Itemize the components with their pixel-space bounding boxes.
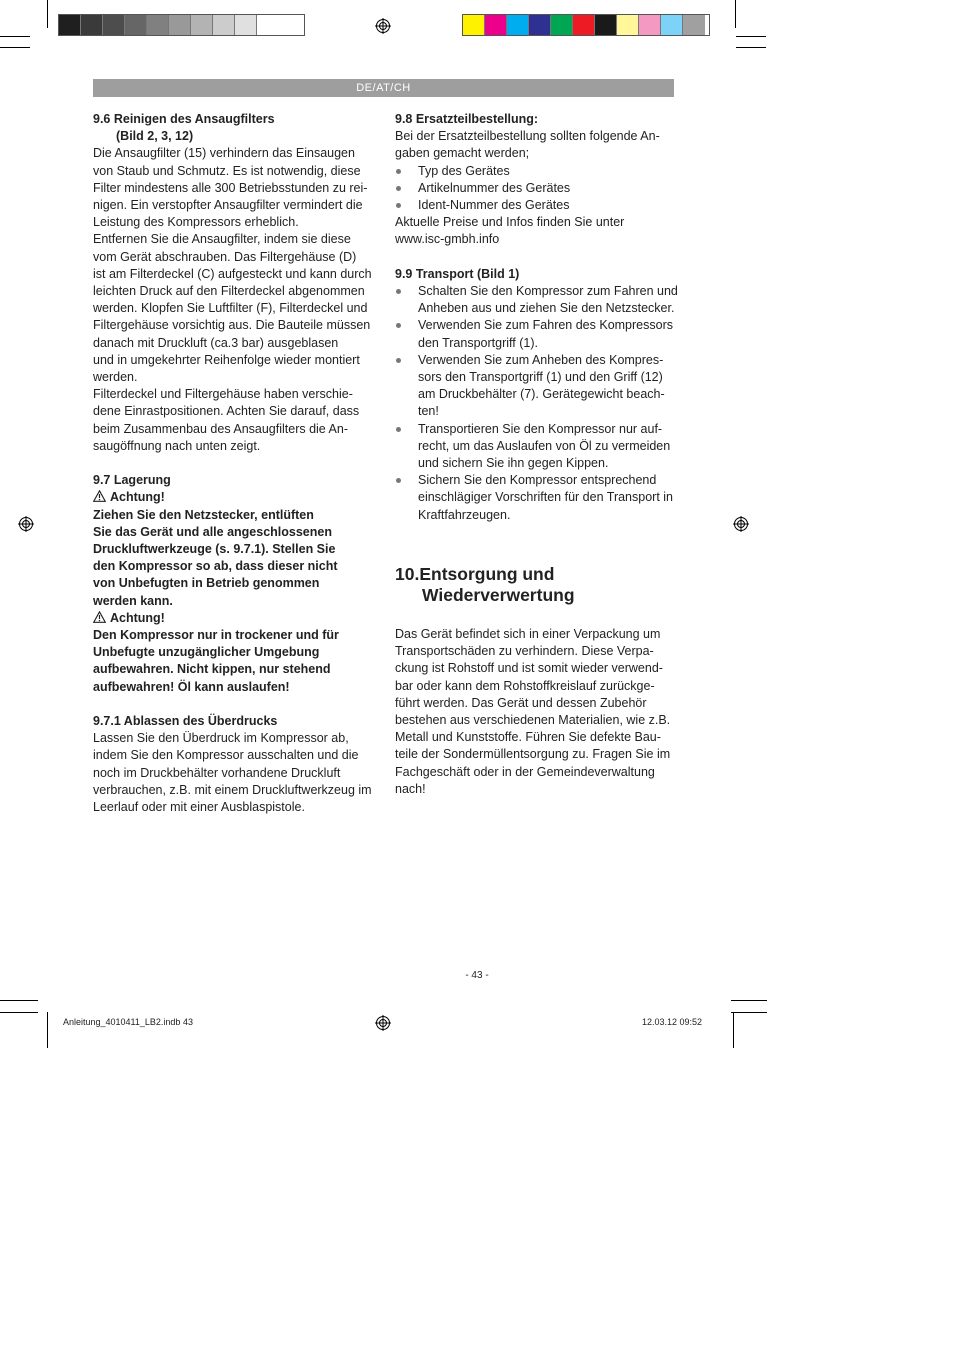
text-line: von Unbefugten in Betrieb genommen: [93, 576, 320, 591]
color-swatch: [125, 15, 147, 35]
list-item: Ident-Nummer des Gerätes: [395, 197, 685, 214]
text-line: indem Sie den Kompressor ausschalten und die: [93, 748, 359, 763]
text-line: und sichern Sie ihn gegen Kippen.: [418, 456, 609, 471]
color-swatch: [257, 15, 279, 35]
crop-mark: [731, 1000, 767, 1001]
section-9-8-title: 9.8 Ersatzteilbestellung:: [395, 112, 539, 126]
right-column: [395, 111, 685, 524]
text-line: Entfernen Sie die Ansaugfilter, indem sie diese: [93, 232, 351, 247]
section-10-title: 10.Entsorgung und Wiederverwertung: [395, 564, 575, 605]
text-line: recht, um das Auslaufen von Öl zu vermeiden: [418, 438, 671, 453]
section-10-paragraph: [395, 626, 685, 798]
transport-list: [395, 283, 685, 524]
crop-mark: [736, 36, 766, 37]
section-9-9-title: 9.9 Transport (Bild 1): [395, 266, 520, 281]
text-line: Druckluftwerkzeuge (s. 9.7.1). Stellen Sie: [93, 542, 336, 557]
text-line: und in umgekehrter Reihenfolge wieder montiert: [93, 352, 360, 367]
warning-text-1: [93, 507, 383, 610]
color-swatch: [235, 15, 257, 35]
footer-file-info: Anleitung_4010411_LB2.indb 43: [63, 1017, 193, 1027]
text-line: teile der Sondermüllentsorgung zu. Fragen Sie im: [395, 747, 671, 762]
left-column: [93, 111, 383, 816]
text-line: Filtergehäuse vorsichtig aus. Die Bauteile müssen: [93, 318, 371, 333]
color-swatch: [213, 15, 235, 35]
language-header-bar: DE/AT/CH: [93, 79, 674, 97]
text-line: werden.: [93, 370, 138, 385]
text-line: saugöffnung nach unten zeigt.: [93, 438, 261, 453]
color-swatch: [639, 15, 661, 35]
list-item: Artikelnummer des Gerätes: [395, 180, 685, 197]
color-swatch: [147, 15, 169, 35]
crop-mark: [736, 47, 766, 48]
text-line: Sichern Sie den Kompressor entsprechend: [418, 473, 657, 488]
text-line: Verwenden Sie zum Fahren des Kompressors: [418, 318, 673, 333]
list-item: Typ des Gerätes: [395, 163, 685, 180]
section-9-6-paragraph-2: [93, 231, 383, 386]
text-line: Schalten Sie den Kompressor zum Fahren und: [418, 284, 678, 299]
text-line: werden. Klopfen Sie Luftfilter (F), Filterdeckel und: [93, 301, 368, 316]
section-9-7-1-title: 9.7.1 Ablassen des Überdrucks: [93, 714, 278, 729]
color-swatch: [59, 15, 81, 35]
section-9-7-title: 9.7 Lagerung: [93, 473, 171, 488]
text-line: nigen. Ein verstopfter Ansaugfilter vermindert die: [93, 198, 363, 213]
registration-mark-icon: [18, 516, 34, 532]
warning-text-2: [93, 627, 383, 696]
color-swatch: [169, 15, 191, 35]
text-line: Das Gerät befindet sich in einer Verpackung um: [395, 627, 661, 641]
text-line: verbrauchen, z.B. mit einem Druckluftwerkzeug im: [93, 782, 372, 797]
text-line: Filter mindestens alle 300 Betriebsstunden zu rei-: [93, 180, 368, 195]
text-line: Ziehen Sie den Netzstecker, entlüften: [93, 507, 314, 522]
text-line: gaben gemacht werden;: [395, 146, 530, 161]
footer-date: 12.03.12 09:52: [642, 1017, 703, 1027]
list-item: [395, 472, 685, 524]
text-line: leichten Druck auf den Filterdeckel abgenommen: [93, 284, 365, 299]
crop-mark: [47, 0, 48, 28]
crop-mark: [0, 1012, 38, 1013]
text-line: ist am Filterdeckel (C) aufgesteckt und kann durch: [93, 266, 372, 281]
text-line: nach!: [395, 781, 426, 796]
color-swatch: [507, 15, 529, 35]
crop-mark: [735, 0, 736, 28]
text-line: beim Zusammenbau des Ansaugfilters die An-: [93, 421, 348, 436]
color-swatch: [81, 15, 103, 35]
color-swatch: [191, 15, 213, 35]
text-line: den Kompressor so ab, dass dieser nicht: [93, 559, 338, 574]
text-line: www.isc-gmbh.info: [395, 232, 500, 247]
text-line: vom Gerät abschrauben. Das Filtergehäuse (D): [93, 249, 357, 264]
color-swatch: [683, 15, 705, 35]
section-9-7-1-paragraph: [93, 730, 383, 816]
text-line: danach mit Druckluft (ca.3 bar) ausgeblasen: [93, 335, 339, 350]
section-9-8-intro: [395, 128, 685, 162]
section-9-8-outro: [395, 214, 685, 248]
text-line: Filterdeckel und Filtergehäuse haben verschie-: [93, 387, 353, 402]
crop-mark: [733, 1012, 734, 1048]
text-line: bar oder kann dem Rohstoffkreislauf zurückge-: [395, 678, 655, 693]
color-swatch: [529, 15, 551, 35]
text-line: ckung ist Rohstoff und ist somit wieder verwend-: [395, 661, 663, 676]
text-line: am Druckbehälter (7). Gerätegewicht beach-: [418, 387, 665, 402]
color-swatch: [573, 15, 595, 35]
warning-heading: Achtung!: [93, 489, 383, 506]
color-swatch: [463, 15, 485, 35]
crop-mark: [0, 36, 30, 37]
text-line: Sie das Gerät und alle angeschlossenen: [93, 524, 332, 539]
color-swatch: [485, 15, 507, 35]
crop-mark: [47, 1012, 48, 1048]
text-line: Kraftfahrzeugen.: [418, 507, 511, 522]
color-swatch: [661, 15, 683, 35]
color-swatch: [551, 15, 573, 35]
registration-mark-icon: [375, 18, 391, 34]
registration-mark-icon: [733, 516, 749, 532]
grayscale-color-bar: [58, 14, 305, 36]
color-swatch: [595, 15, 617, 35]
crop-mark: [731, 1012, 767, 1013]
text-line: Transportieren Sie den Kompressor nur auf-: [418, 421, 663, 436]
text-line: aufbewahren. Nicht kippen, nur stehend: [93, 662, 331, 677]
section-10: [395, 564, 685, 798]
text-line: Verwenden Sie zum Anheben des Kompres-: [418, 352, 664, 367]
text-line: bestehen aus verschiedenen Materialien, wie z.B.: [395, 713, 671, 728]
list-item: [395, 317, 685, 351]
text-line: Anheben aus und ziehen Sie den Netzstecker.: [418, 301, 675, 316]
text-line: werden kann.: [93, 593, 173, 608]
list-item: [395, 352, 685, 421]
section-9-6-paragraph-1: [93, 145, 383, 231]
registration-mark-icon: [375, 1015, 391, 1031]
warning-heading: Achtung!: [93, 610, 383, 627]
text-line: noch im Druckbehälter vorhandene Druckluft: [93, 765, 341, 780]
text-line: Transportschäden zu verhindern. Diese Verpa-: [395, 644, 654, 659]
list-item: [395, 283, 685, 317]
list-item: [395, 421, 685, 473]
text-line: Metall und Kunststoffe. Führen Sie defekte Bau-: [395, 730, 661, 745]
page-number: - 43 -: [465, 970, 489, 981]
text-line: führt werden. Das Gerät und dessen Zubehör: [395, 695, 647, 710]
crop-mark: [0, 1000, 38, 1001]
section-9-6-paragraph-3: [93, 386, 383, 455]
text-line: Leistung des Kompressors erheblich.: [93, 215, 299, 230]
text-line: Aktuelle Preise und Infos finden Sie unter: [395, 215, 625, 230]
section-9-6-title: 9.6 Reinigen des Ansaugfilters: [93, 112, 275, 126]
spare-parts-list: [395, 163, 685, 215]
section-9-6-subtitle: (Bild 2, 3, 12): [116, 129, 194, 144]
text-line: einschlägiger Vorschriften für den Transport in: [418, 490, 673, 505]
text-line: aufbewahren! Öl kann auslaufen!: [93, 679, 290, 694]
text-line: von Staub und Schmutz. Es ist notwendig, diese: [93, 163, 361, 178]
text-line: Die Ansaugfilter (15) verhindern das Einsaugen: [93, 146, 355, 161]
text-line: Bei der Ersatzteilbestellung sollten folgende An-: [395, 129, 660, 144]
text-line: den Transportgriff (1).: [418, 335, 538, 350]
color-swatch: [103, 15, 125, 35]
text-line: ten!: [418, 404, 439, 419]
warning-triangle-icon: [93, 490, 106, 502]
text-line: Fachgeschäft oder in der Gemeindeverwaltung: [395, 764, 655, 779]
text-line: sors den Transportgriff (1) und den Griff (12): [418, 370, 663, 385]
text-line: Den Kompressor nur in trockener und für: [93, 628, 339, 643]
color-swatch: [617, 15, 639, 35]
text-line: Leerlauf oder mit einer Ausblaspistole.: [93, 800, 305, 815]
crop-mark: [0, 47, 30, 48]
text-line: Unbefugte unzugänglicher Umgebung: [93, 645, 320, 660]
text-line: Lassen Sie den Überdruck im Kompressor ab,: [93, 731, 349, 746]
process-color-bar: [462, 14, 710, 36]
text-line: dene Einrastpositionen. Achten Sie darauf, dass: [93, 404, 360, 419]
warning-triangle-icon: [93, 611, 106, 623]
